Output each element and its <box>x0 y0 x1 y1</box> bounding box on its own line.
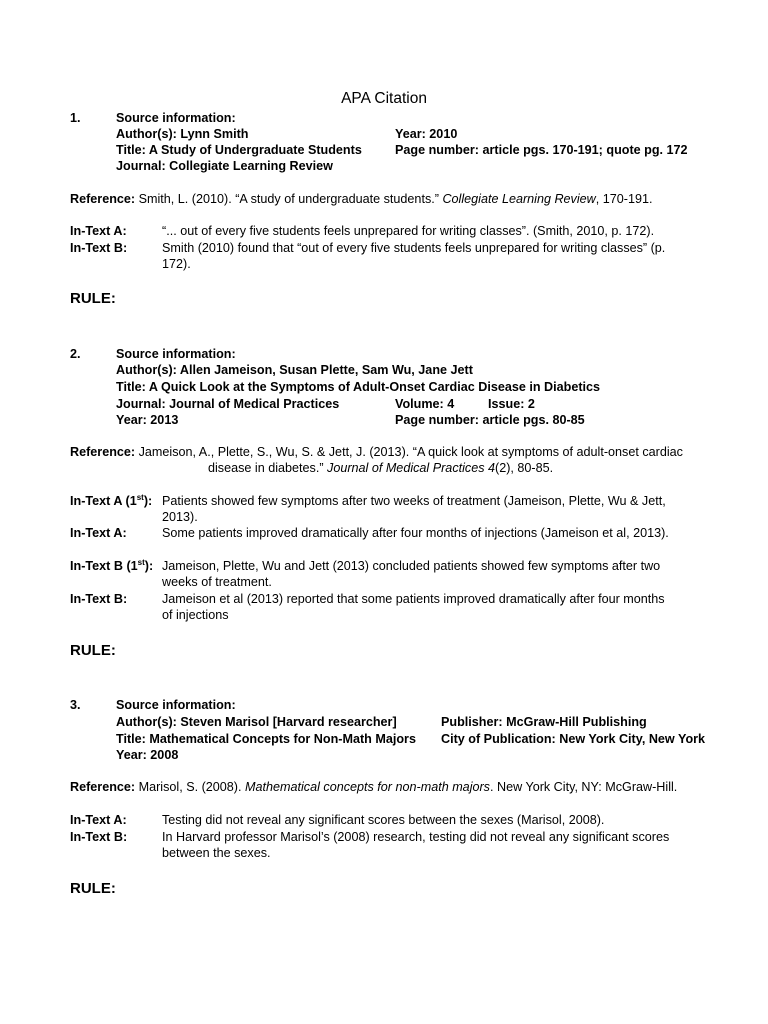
reference-text: Smith, L. (2010). “A study of undergraduate students.” <box>138 192 439 206</box>
intext-b-text-cont: of injections <box>162 608 229 622</box>
section-number: 3. <box>70 698 81 712</box>
title-line: Title: A Study of Undergraduate Students <box>116 143 362 157</box>
reference-label: Reference: <box>70 445 136 459</box>
reference-line <box>70 191 652 208</box>
reference-line <box>70 444 683 461</box>
section-number: 2. <box>70 347 81 361</box>
intext-b1-label-text: In-Text B (1 <box>70 559 138 573</box>
section-number: 1. <box>70 111 81 125</box>
intext-b1-text: Jameison, Plette, Wu and Jett (2013) concluded patients showed few symptoms after two <box>162 559 661 573</box>
intext-a-text: “... out of every five students feels unprepared for writing classes”. (Smith, 2010, p. 172). <box>162 224 655 238</box>
intext-a-text: Testing did not reveal any significant scores between the sexes (Marisol, 2008). <box>162 813 605 827</box>
authors-line: Author(s): Allen Jameison, Susan Plette, Sam Wu, Jane Jett <box>116 363 473 377</box>
intext-a1-label-text: In-Text A (1 <box>70 494 137 508</box>
intext-b1-label-close: ): <box>144 559 154 573</box>
volume-line: Volume: 4 <box>395 397 455 411</box>
intext-b-text: Jameison et al (2013) reported that some patients improved dramatically after four months <box>162 592 665 606</box>
source-info-label: Source information: <box>116 111 236 125</box>
reference-journal: Collegiate Learning Review <box>442 192 596 206</box>
intext-a-label: In-Text A: <box>70 224 127 238</box>
intext-a-label: In-Text A: <box>70 526 127 540</box>
intext-b-label: In-Text B: <box>70 592 128 606</box>
authors-line: Author(s): Steven Marisol [Harvard researcher] <box>116 715 397 729</box>
year-line: Year: 2013 <box>116 413 179 427</box>
intext-b1-label <box>70 558 153 575</box>
intext-a-text: Some patients improved dramatically after four months of injections (Jameison et al, 2013). <box>162 526 669 540</box>
intext-b-text-cont: 172). <box>162 257 191 271</box>
city-line: City of Publication: New York City, New York <box>441 732 706 746</box>
reference-line <box>70 779 677 796</box>
year-line: Year: 2008 <box>116 748 179 762</box>
publisher-line: Publisher: McGraw-Hill Publishing <box>441 715 647 729</box>
year-line: Year: 2010 <box>395 127 458 141</box>
reference-title: Mathematical concepts for non-math majors <box>245 780 490 794</box>
superscript: st <box>137 557 145 567</box>
issue-line: Issue: 2 <box>488 397 535 411</box>
reference-text-cont: disease in diabetes.” <box>208 461 324 475</box>
intext-b-text-cont: between the sexes. <box>162 846 271 860</box>
intext-a1-label <box>70 493 152 510</box>
source-info-label: Source information: <box>116 698 236 712</box>
journal-line: Journal: Collegiate Learning Review <box>116 159 333 173</box>
source-info-label: Source information: <box>116 347 236 361</box>
reference-tail: , 170-191. <box>595 192 653 206</box>
reference-tail: (2), 80-85. <box>495 461 554 475</box>
intext-a-label: In-Text A: <box>70 813 127 827</box>
intext-a1-text-cont: 2013). <box>162 510 198 524</box>
title-line: Title: A Quick Look at the Symptoms of Adult-Onset Cardiac Disease in Diabetics <box>116 380 601 394</box>
intext-a1-text: Patients showed few symptoms after two weeks of treatment (Jameison, Plette, Wu & Jett, <box>162 494 666 508</box>
reference-label: Reference: <box>70 780 136 794</box>
intext-a1-label-close: ): <box>143 494 153 508</box>
reference-label: Reference: <box>70 192 136 206</box>
intext-b-text: Smith (2010) found that “out of every five students feels unprepared for writing classes” (p. <box>162 241 666 255</box>
reference-text: Jameison, A., Plette, S., Wu, S. & Jett, J. (2013). “A quick look at symptoms of adult-onset cardiac <box>138 445 683 459</box>
rule-label: RULE: <box>70 290 116 307</box>
rule-label: RULE: <box>70 880 116 897</box>
reference-journal: Journal of Medical Practices 4 <box>327 461 496 475</box>
superscript: st <box>136 492 144 502</box>
title-line: Title: Mathematical Concepts for Non-Math Majors <box>116 732 416 746</box>
page-title: APA Citation <box>341 90 427 107</box>
intext-b-label: In-Text B: <box>70 830 128 844</box>
reference-line-cont <box>208 460 553 477</box>
intext-b-text: In Harvard professor Marisol’s (2008) research, testing did not reveal any significant scores <box>162 830 670 844</box>
page-number-line: Page number: article pgs. 80-85 <box>395 413 585 427</box>
journal-line: Journal: Journal of Medical Practices <box>116 397 340 411</box>
authors-line: Author(s): Lynn Smith <box>116 127 249 141</box>
reference-tail: . New York City, NY: McGraw-Hill. <box>489 780 678 794</box>
intext-b1-text-cont: weeks of treatment. <box>162 575 272 589</box>
intext-b-label: In-Text B: <box>70 241 128 255</box>
page-number-line: Page number: article pgs. 170-191; quote pg. 172 <box>395 143 688 157</box>
rule-label: RULE: <box>70 642 116 659</box>
reference-text: Marisol, S. (2008). <box>138 780 242 794</box>
